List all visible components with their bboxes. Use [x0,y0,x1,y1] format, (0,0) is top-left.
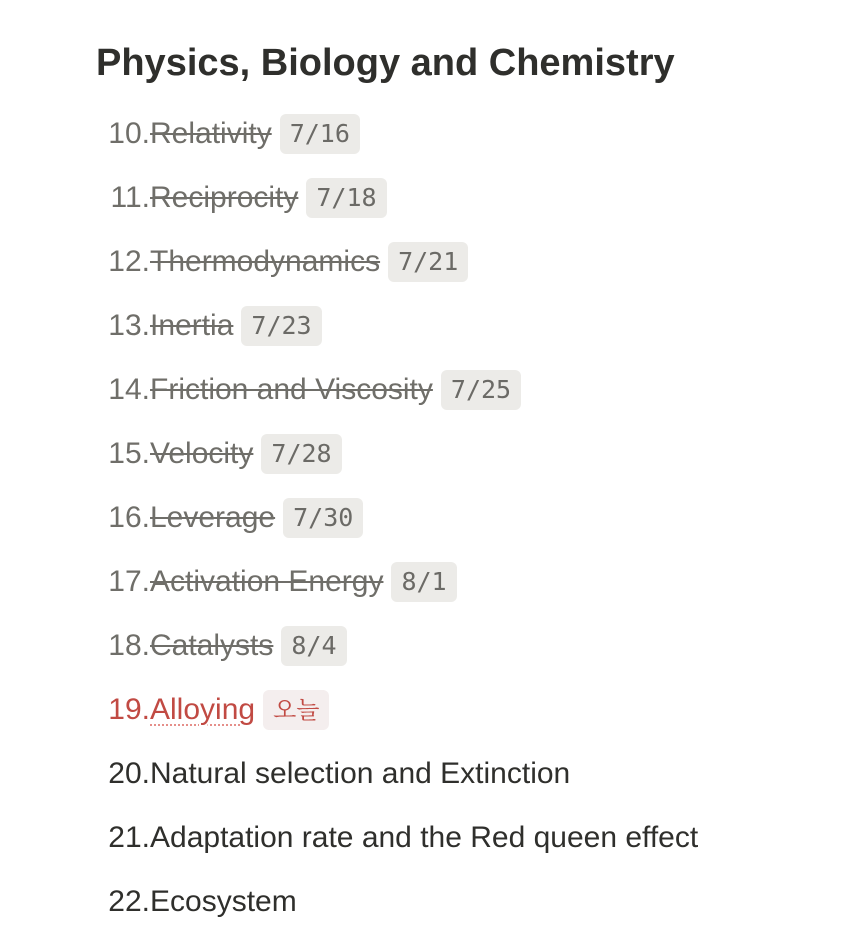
item-label[interactable]: Reciprocity [150,181,299,214]
date-badge[interactable]: 7/23 [241,306,321,346]
item-number: 10. [108,117,150,150]
list-item-18 [96,614,816,678]
item-label[interactable]: Alloying [150,693,256,726]
date-badge[interactable]: 8/1 [391,562,456,602]
page-heading: Physics, Biology and Chemistry [96,42,675,84]
list-item-19 [96,678,816,742]
item-label[interactable]: Ecosystem [150,885,297,918]
item-label[interactable]: Natural selection and Extinction [150,757,571,790]
date-badge[interactable]: 7/21 [388,242,468,282]
item-label[interactable]: Adaptation rate and the Red queen effect [150,821,699,854]
date-badge[interactable]: 7/28 [261,434,341,474]
item-label[interactable]: Relativity [150,117,272,150]
list-item-13 [96,294,816,358]
item-number: 14. [108,373,150,406]
date-badge[interactable]: 7/30 [283,498,363,538]
topic-list [96,102,816,934]
document-page [96,38,816,934]
date-badge[interactable]: 7/16 [280,114,360,154]
list-item-14 [96,358,816,422]
item-label[interactable]: Friction and Viscosity [150,373,433,406]
list-item-16 [96,486,816,550]
date-badge[interactable]: 7/25 [441,370,521,410]
item-number: 15. [108,437,150,470]
item-number: 11. [110,181,150,214]
item-label[interactable]: Activation Energy [150,565,384,598]
item-number: 12. [108,245,150,278]
item-label[interactable]: Velocity [150,437,254,470]
item-label[interactable]: Catalysts [150,629,274,662]
list-item-21 [96,806,816,870]
item-number: 18. [108,629,150,662]
item-number: 21. [108,821,150,854]
item-number: 16. [108,501,150,534]
list-item-11 [96,166,816,230]
item-number: 19. [108,693,150,726]
item-number: 22. [108,885,150,918]
list-item-12 [96,230,816,294]
item-label[interactable]: Leverage [150,501,276,534]
list-item-10 [96,102,816,166]
list-item-17 [96,550,816,614]
item-label[interactable]: Thermodynamics [150,245,381,278]
item-number: 20. [108,757,150,790]
list-item-15 [96,422,816,486]
item-number: 13. [108,309,150,342]
item-number: 17. [108,565,150,598]
date-badge[interactable]: 7/18 [306,178,386,218]
date-badge[interactable]: 8/4 [281,626,346,666]
item-label[interactable]: Inertia [150,309,234,342]
list-item-22 [96,870,816,934]
today-badge[interactable]: 오늘 [263,690,329,730]
list-item-20 [96,742,816,806]
